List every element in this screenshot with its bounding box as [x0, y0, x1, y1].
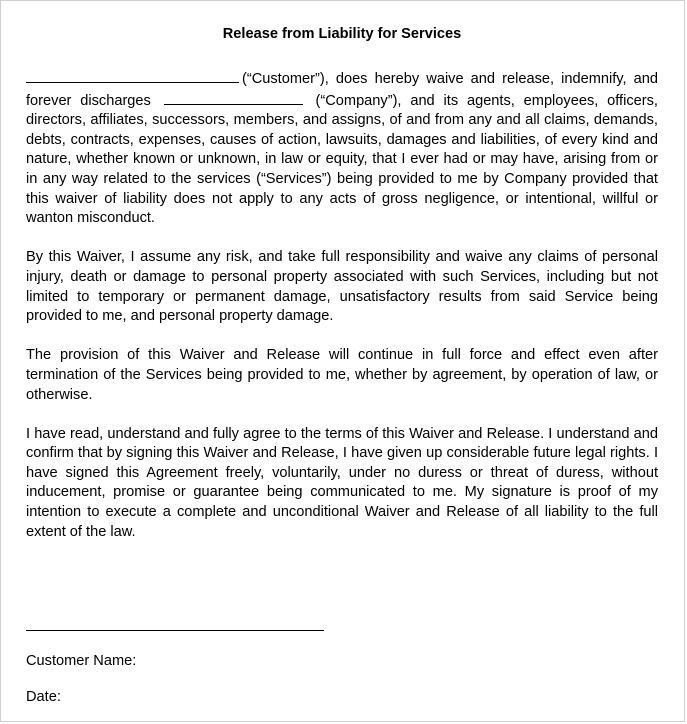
customer-name-label: Customer Name:	[26, 653, 137, 669]
paragraph-acknowledgement: I have read, understand and fully agree to the terms of this Waiver and Release. I understand and confirm that by signing this Waiver and Release, I have given up considerable future legal rights. I have signed this Agreement freely, voluntarily, under no duress or threat of duress, without inducement, promise or guarantee being communicated to me. My signature is proof of my intention to execute a complete and unconditional Waiver and Release of all liability to the full extent of the law.	[26, 425, 658, 540]
document-body	[26, 25, 658, 562]
signature-line[interactable]	[26, 630, 324, 631]
paragraph-release	[26, 68, 658, 229]
paragraph-release-text-1: (“Customer”), does hereby waive and release, indemnify, and forever discharges	[26, 71, 658, 109]
customer-blank-line[interactable]	[26, 68, 239, 83]
date-label: Date:	[26, 689, 61, 705]
paragraph-assume-risk: By this Waiver, I assume any risk, and take full responsibility and waive any claims of personal injury, death or damage to personal property associated with such Services, including but not limited to temporary or permanent damage, unsatisfactory results from said Service being provided to me, and personal property damage.	[26, 249, 658, 325]
paragraph-release-text-2: (“Company”), and its agents, employees, officers, directors, affiliates, successors, members, and assigns, of and from any and all claims, demands, debts, contracts, expenses, causes of action, lawsuits, damages and liabilities, of every kind and nature, whether known or unknown, in law or equity, that I ever had or may have, arising from or in any way related to the services (“Services”) being provided to me by Company provided that this waiver of liability does not apply to any acts of gross negligence, or intentional, willful or wanton misconduct.	[26, 92, 658, 227]
document-title: Release from Liability for Services	[222, 26, 462, 42]
company-blank-line[interactable]	[164, 90, 303, 105]
paragraph-provision: The provision of this Waiver and Release will continue in full force and effect even after termination of the Services being provided to me, whether by agreement, by operation of law, or otherwise.	[26, 347, 658, 403]
